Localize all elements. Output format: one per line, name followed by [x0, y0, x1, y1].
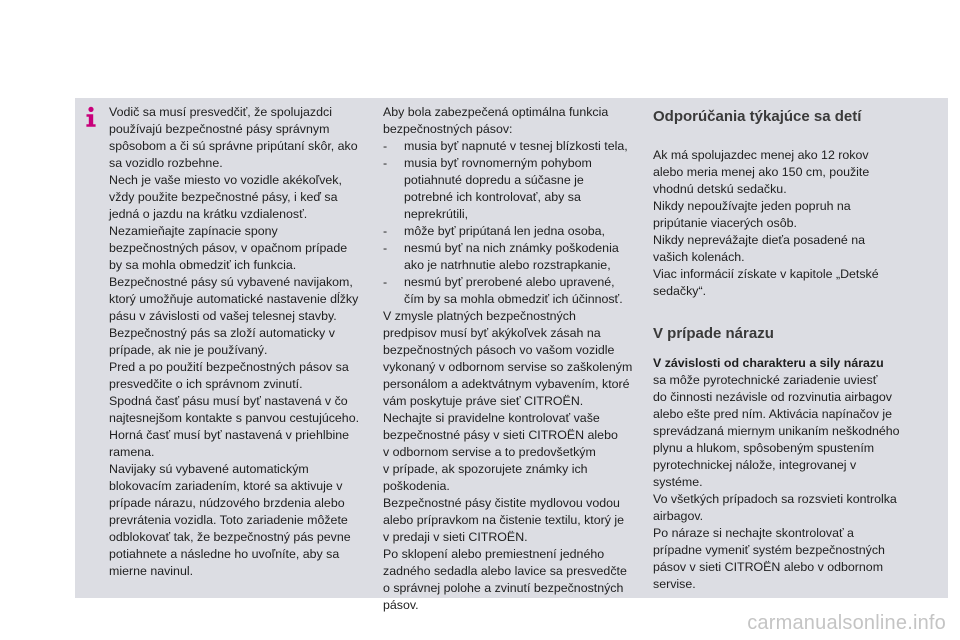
text-line: v prípade, ak spozorujete známky ich — [383, 462, 588, 476]
text-line: vykonaný v odbornom servise so zaškoleným — [383, 360, 633, 374]
text-line: pásov. — [383, 598, 419, 612]
child-recommendations-text — [653, 147, 948, 300]
list-item — [383, 223, 645, 240]
text-line: vždy použite bezpečnostné pásy, i keď sa — [109, 190, 338, 204]
text-line: vhodnú detskú sedačku. — [653, 182, 787, 196]
text-line: presvedčite o ich správnom zvinutí. — [109, 377, 303, 391]
text-line: predpisov musí byť akýkoľvek zásah na — [383, 326, 601, 340]
impact-lead-line: V závislosti od charakteru a sily nárazu — [653, 356, 884, 370]
column-right — [653, 104, 948, 593]
text-line: Nechajte si pravidelne kontrolovať vaše — [383, 411, 600, 425]
text-line: ktorý umožňuje automatické nastavenie dĺžky — [109, 292, 359, 306]
text-line: Po náraze si nechajte skontrolovať a — [653, 526, 854, 540]
text-line: Nikdy neprevážajte dieťa posadené na — [653, 233, 865, 247]
text-line: potiahnete a následne ho uvoľníte, aby sa — [109, 547, 340, 561]
text-line: Bezpečnostné pásy čistite mydlovou vodou — [383, 496, 620, 510]
text-line: Nikdy nepoužívajte jeden popruh na — [653, 199, 851, 213]
text-line: alebo ešte pred ním. Aktivácia napínačov je — [653, 407, 893, 421]
text-line: najtesnejšom kontakte s panvou cestujúceho. — [109, 411, 360, 425]
text-line: blokovacím zariadením, ktoré sa aktivuje v — [109, 479, 343, 493]
bullet-dash: - — [383, 224, 388, 238]
text-line: bezpečnostné pásy v sieti CITROËN alebo — [383, 428, 618, 442]
text-line: musia byť rovnomerným pohybom — [404, 156, 592, 170]
bullet-dash: - — [383, 275, 388, 289]
text-line: Pred a po použití bezpečnostných pásov sa — [109, 360, 349, 374]
text-line: by sa mohla obmedziť ich funkcia. — [109, 258, 297, 272]
heading-in-case-of-impact: V prípade nárazu — [653, 325, 774, 342]
text-line: Nezamieňajte zapínacie spony — [109, 224, 278, 238]
text-line: prípadne vymeniť systém bezpečnostných — [653, 543, 885, 557]
heading-child-recommendations: Odporúčania týkajúce sa detí — [653, 108, 862, 125]
text-line: do činnosti nezávisle od rozvinutia airbagov — [653, 390, 893, 404]
text-line: Navijaky sú vybavené automatickým — [109, 462, 309, 476]
text-line: pripútanie viacerých osôb. — [653, 216, 797, 230]
text-line: vašich kolenách. — [653, 250, 745, 264]
text-line: neprekrútili, — [404, 207, 469, 221]
text-line: servise. — [653, 577, 696, 591]
text-line: potiahnuté dopredu a súčasne je — [404, 173, 584, 187]
text-line: používajú bezpečnostné pásy správnym — [109, 122, 330, 136]
bullet-dash: - — [383, 156, 388, 170]
text-line: pyrotechnickej nálože, integrovanej v — [653, 458, 857, 472]
text-line: prevrátenia vozidla. Toto zariadenie môžete — [109, 513, 348, 527]
text-line: prípade nárazu, núdzového brzdenia alebo — [109, 496, 345, 510]
text-line: potrebné ich kontrolovať, aby sa — [404, 190, 581, 204]
text-line: Vodič sa musí presvedčiť, že spolujazdci — [109, 105, 332, 119]
text-line: mierne navinul. — [109, 564, 194, 578]
impact-text — [653, 372, 948, 593]
text-line: pásov v sieti CITROËN alebo v odbornom — [653, 560, 884, 574]
text-line: Spodná časť pásu musí byť nastavená v čo — [109, 394, 348, 408]
list-item-text — [404, 274, 645, 308]
list-item-text — [404, 240, 645, 274]
text-line: vám poskytuje práve sieť CITROËN. — [383, 394, 584, 408]
text-line: v odbornom servise a to predovšetkým — [383, 445, 596, 459]
text-line: nesmú byť prerobené alebo upravené, — [404, 275, 615, 289]
text-line: môže byť pripútaná len jedna osoba, — [404, 224, 605, 238]
text-line: Nech je vaše miesto vo vozidle akékoľvek, — [109, 173, 342, 187]
text-line: sa môže pyrotechnické zariadenie uviesť — [653, 373, 878, 387]
text-line: v predaji v sieti CITROËN. — [383, 530, 528, 544]
text-line: airbagov. — [653, 509, 704, 523]
bullet-dash: - — [383, 139, 388, 153]
text-line: Horná časť musí byť nastavená v priehlbine — [109, 428, 350, 442]
text-line: prípade, ak nie je používaný. — [109, 343, 268, 357]
text-line: musia byť napnuté v tesnej blízkosti tela, — [404, 139, 628, 153]
text-line: pásu v závislosti od vašej telesnej stavby. — [109, 309, 337, 323]
text-line: Bezpečnostný pás sa zloží automaticky v — [109, 326, 335, 340]
list-item-text — [404, 138, 645, 155]
list-item-text — [404, 155, 645, 223]
text-line: o správnej polohe a zvinutí bezpečnostných — [383, 581, 624, 595]
text-line: ramena. — [109, 445, 155, 459]
text-line: sedačky“. — [653, 284, 707, 298]
text-line: Po sklopení alebo premiestnení jedného — [383, 547, 605, 561]
text-line: sprevádzaná miernym unikaním neškodného — [653, 424, 900, 438]
text-line: sa vozidlo rozbehne. — [109, 156, 223, 170]
info-icon — [80, 106, 102, 128]
text-line: čím by sa mohla obmedziť ich účinnosť. — [404, 292, 623, 306]
text-line: personálom a adektvátnym vybavením, ktoré — [383, 377, 630, 391]
bullet-dash: - — [383, 241, 388, 255]
text-line: bezpečnostných pásoch vo vašom vozidle — [383, 343, 615, 357]
text-line: Bezpečnostné pásy sú vybavené navijakom, — [109, 275, 353, 289]
list-item — [383, 155, 645, 223]
text-line: Aby bola zabezpečená optimálna funkcia — [383, 105, 609, 119]
column-middle — [383, 104, 645, 614]
list-item — [383, 274, 645, 308]
text-line: alebo prípravkom na čistenie textilu, ktorý je — [383, 513, 625, 527]
text-line: zadného sedadla alebo lavice sa presvedčte — [383, 564, 627, 578]
text-line: bezpečnostných pásov, v opačnom prípade — [109, 241, 348, 255]
watermark: carmanualsonline.info — [747, 612, 946, 634]
list-item-text — [404, 223, 645, 240]
text-line: nesmú byť na nich známky poškodenia — [404, 241, 619, 255]
text-line: systéme. — [653, 475, 703, 489]
text-line: jedná o jazdu na krátku vzdialenosť. — [109, 207, 308, 221]
text-line: Ak má spolujazdec menej ako 12 rokov — [653, 148, 869, 162]
text-line: plynu a hlukom, spôsobeným spustením — [653, 441, 875, 455]
text-line: poškodenia. — [383, 479, 450, 493]
list-item — [383, 138, 645, 155]
text-line: alebo meria menej ako 150 cm, použite — [653, 165, 870, 179]
text-line: Viac informácií získate v kapitole „Detské — [653, 267, 879, 281]
text-line: odblokovať tak, že bezpečnostný pás pevne — [109, 530, 351, 544]
text-line: ako je natrhnutie alebo rozstrapkanie, — [404, 258, 611, 272]
column-left — [109, 104, 379, 580]
list-item — [383, 240, 645, 274]
text-line: bezpečnostných pásov: — [383, 122, 513, 136]
text-line: Vo všetkých prípadoch sa rozsvieti kontrolka — [653, 492, 897, 506]
text-line: spôsobom a či sú správne pripútaní skôr, ako — [109, 139, 358, 153]
text-line: V zmysle platných bezpečnostných — [383, 309, 576, 323]
